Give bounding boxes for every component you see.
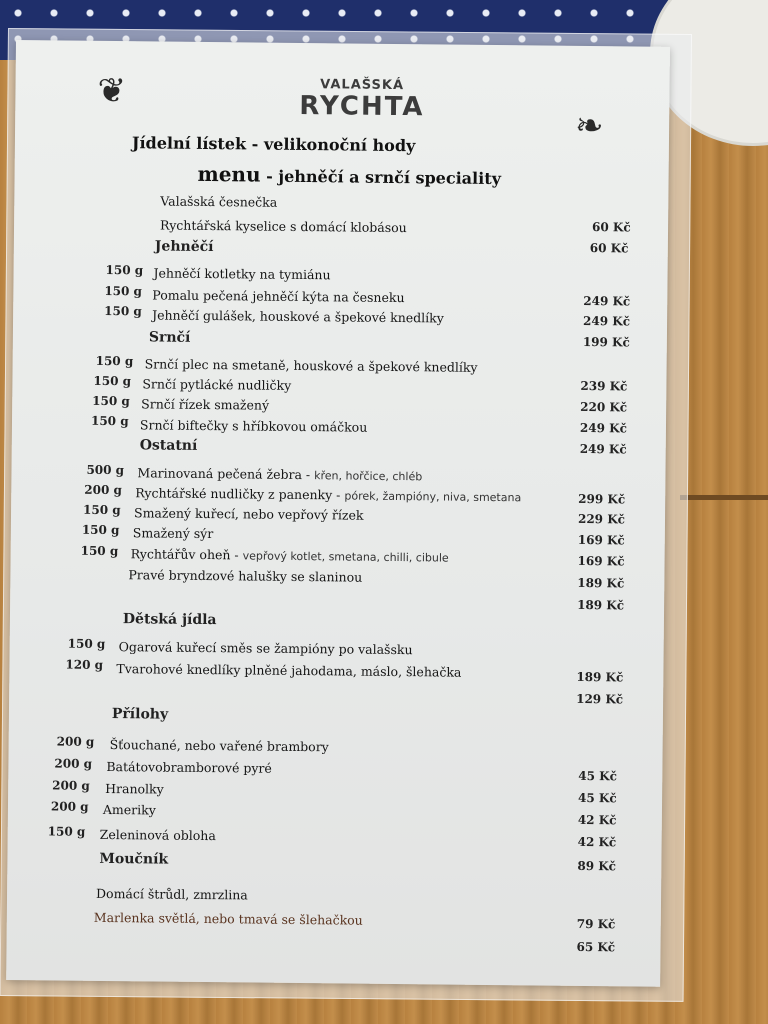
section-heading: Ostatní [139,437,198,454]
price: 169 Kč [577,532,625,548]
item-name: Marinovaná pečená žebra - [137,465,311,483]
price: 199 Kč [582,334,630,350]
price: 220 Kč [580,399,628,415]
ornament-icon: ❦ [97,70,127,112]
item-name: Rychtářův oheň - [130,546,239,563]
price: 60 Kč [589,241,629,256]
section-heading: Jehněčí [154,238,214,256]
menu-sheet [6,40,670,987]
weight: 150 g [47,824,86,839]
menu-item: Zeleninová obloha [99,826,216,844]
weight: 150 g [67,636,106,651]
menu-item [135,485,521,504]
menu-item: Smažený kuřecí, nebo vepřový řízek [133,505,364,523]
weight: 150 g [92,393,130,409]
subtitle-rest: - jehněčí a srnčí speciality [266,166,502,189]
weight: 150 g [90,413,129,429]
section-heading: Dětská jídla [122,611,217,629]
menu-item: Valašská česnečka [160,193,278,210]
weight: 150 g [105,262,144,278]
price: 60 Kč [591,220,631,235]
subtitle-menu: menu [197,161,261,187]
logo-main: RYCHTA [299,90,425,123]
price: 45 Kč [578,768,618,784]
menu-item: Srnčí biftečky s hříbkovou omáčkou [139,417,368,435]
menu-item: Srnčí pytlácké nudličky [142,376,292,393]
weight: 500 g [86,462,125,478]
menu-item: Srnčí plec na smetaně, houskové a špekové knedlíky [144,356,478,375]
menu-item: Pravé bryndzové halušky se slaninou [128,567,363,585]
price: 169 Kč [577,553,625,569]
logo-top: VALAŠSKÁ [320,77,405,94]
weight: 150 g [83,502,121,518]
weight: 200 g [54,756,93,771]
weight: 120 g [65,657,104,672]
menu-item: Hranolky [105,780,164,797]
menu-item: Ameriky [102,801,156,818]
menu-item: Smažený sýr [132,525,214,542]
menu-title: Jídelní lístek - velikonoční hody [131,133,416,156]
menu-item: Domácí štrůdl, zmrzlina [95,885,248,903]
weight: 150 g [104,303,142,319]
weight: 150 g [80,543,119,559]
section-heading: Srnčí [148,329,191,346]
ornament-icon: ❧ [574,105,604,147]
menu-item: Jehněčí gulášek, houskové a špekové knedlíky [152,307,444,326]
price: 189 Kč [577,575,625,591]
weight: 200 g [52,778,90,793]
price: 89 Kč [577,858,617,874]
price: 229 Kč [577,511,626,527]
weight: 200 g [56,734,95,749]
price: 249 Kč [579,420,628,436]
menu-subtitle [197,162,501,189]
price: 189 Kč [577,597,625,613]
price: 249 Kč [583,293,631,309]
weight: 200 g [50,799,89,814]
restaurant-logo [299,77,425,121]
menu-item: Batátovobramborové pyré [106,758,272,776]
menu-item: Jehněčí kotletky na tymiánu [153,265,331,283]
item-note: vepřový kotlet, smetana, chilli, cibule [242,549,449,565]
weight: 200 g [84,482,122,498]
item-note: křen, hořčice, chléb [314,469,423,484]
item-note: pórek, žampióny, niva, smetana [344,489,522,505]
menu-item: Srnčí řízek smažený [141,396,270,413]
weight: 150 g [81,522,120,538]
price: 79 Kč [576,916,616,932]
menu-item [131,546,449,564]
price: 45 Kč [578,790,617,806]
price: 299 Kč [578,491,626,507]
item-name: Rychtářské nudličky z panenky - [135,485,341,503]
price: 42 Kč [577,834,617,850]
menu-item: Tvarohové knedlíky plněné jahodama, máslo, šlehačka [116,661,462,680]
weight: 150 g [95,353,134,369]
price: 42 Kč [577,812,617,828]
weight: 150 g [104,283,143,299]
menu-item: Šťouchané, nebo vařené brambory [109,737,329,755]
menu-item: Rychtářská kyselice s domácí klobásou [159,217,407,236]
price: 239 Kč [580,378,628,394]
plank-gap [680,495,768,500]
menu-item: Pomalu pečená jehněčí kýta na česneku [152,287,405,306]
weight: 150 g [93,373,132,389]
price: 65 Kč [576,939,616,955]
menu-item: Ogarová kuřecí směs se žampióny po valašsku [118,639,413,658]
section-heading: Přílohy [111,706,169,723]
menu-item [137,465,422,483]
price: 189 Kč [576,669,624,685]
price: 249 Kč [579,441,627,457]
price: 129 Kč [576,691,624,707]
price: 249 Kč [583,313,631,329]
section-heading: Moučník [99,850,169,868]
menu-item: Marlenka světlá, nebo tmavá se šlehačkou [93,909,363,928]
